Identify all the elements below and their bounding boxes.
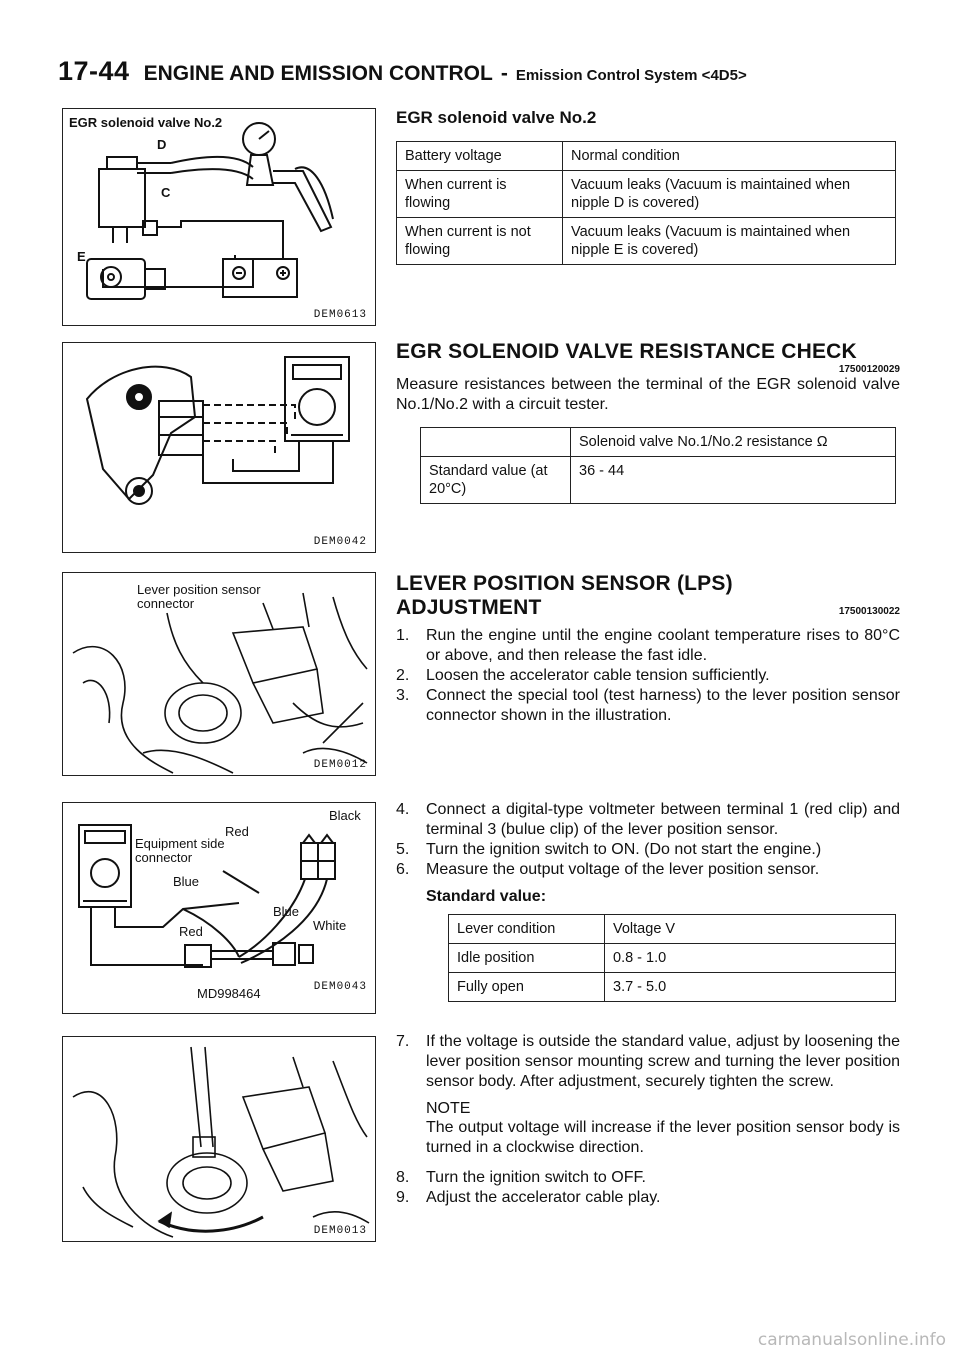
- figure-egr-valve-test: [62, 108, 376, 326]
- lps-adjustment-diagram: [63, 1037, 376, 1242]
- table-cell: When current is flowing: [397, 171, 563, 218]
- table-cell: Vacuum leaks (Vacuum is maintained when nipple E is covered): [563, 218, 896, 265]
- egr-valve-2-section: [396, 108, 900, 265]
- step-text: Turn the ignition switch to ON. (Do not start the engine.): [426, 841, 822, 858]
- watermark: carmanualsonline.info: [757, 1330, 946, 1350]
- step-text: Connect a digital-type voltmeter between terminal 1 (red clip) and terminal 3 (bulue clip) of the lever position sensor.: [426, 801, 900, 838]
- table-row: [397, 142, 896, 171]
- list-item: [396, 686, 900, 726]
- step-text: Connect the special tool (test harness) to the lever position sensor connector shown in the illustration.: [426, 687, 900, 724]
- tool-number-label: MD998464: [197, 986, 261, 1001]
- lps-step-7: [396, 1032, 900, 1092]
- resistance-check-diagram: [63, 343, 376, 553]
- egr-valve-2-heading: EGR solenoid valve No.2: [396, 108, 597, 127]
- table-cell: Normal condition: [563, 142, 896, 171]
- list-item: [396, 1032, 900, 1092]
- lps-adjust-section: [396, 1032, 900, 1208]
- page-header: [58, 56, 918, 96]
- step-text: Run the engine until the engine coolant temperature rises to 80°C or above, and then release the fast idle.: [426, 627, 900, 664]
- lps-steps-4-6: [396, 800, 900, 880]
- figure-resistance-check: [62, 342, 376, 553]
- table-cell: Fully open: [449, 973, 605, 1002]
- egr-valve-diagram: [63, 109, 376, 326]
- voltage-table: [448, 914, 896, 1002]
- figure-lps-connector: [62, 572, 376, 776]
- wire-red-label: Red: [225, 824, 249, 839]
- table-row: [421, 457, 896, 504]
- resistance-check-text: Measure resistances between the terminal of the EGR solenoid valve No.1/No.2 with a circuit tester.: [396, 376, 900, 413]
- table-row: [397, 218, 896, 265]
- title-separator: -: [500, 62, 508, 85]
- table-cell: 36 - 44: [571, 457, 896, 504]
- resistance-table: [420, 427, 896, 504]
- figure-code: DEM0043: [313, 981, 367, 993]
- standard-value-label: Standard value:: [426, 888, 547, 905]
- figure-lps-adjustment: [62, 1036, 376, 1242]
- label-nipple-c: C: [161, 185, 171, 200]
- page-title: ENGINE AND EMISSION CONTROL: [143, 62, 493, 85]
- wire-black-label: Black: [329, 808, 361, 823]
- wire-red-label-2: Red: [179, 924, 203, 939]
- list-item: [396, 1168, 900, 1188]
- step-text: If the voltage is outside the standard value, adjust by loosening the lever position sensor mounting screw and turning the lever position sensor body. After adjustment, securely tighten the screw.: [426, 1033, 900, 1090]
- step-text: Measure the output voltage of the lever position sensor.: [426, 861, 820, 878]
- step-number: 7.: [396, 1033, 410, 1050]
- list-item: [396, 800, 900, 840]
- figure-code: DEM0013: [313, 1225, 367, 1237]
- table-cell: Battery voltage: [397, 142, 563, 171]
- step-text: Loosen the accelerator cable tension sufficiently.: [426, 667, 770, 684]
- lps-steps-8-9: [396, 1168, 900, 1208]
- list-item: [396, 1188, 900, 1208]
- lps-voltage-section: [396, 800, 900, 1002]
- note-text: The output voltage will increase if the lever position sensor body is turned in a clockwise direction.: [426, 1119, 900, 1156]
- page-number: 17-44: [58, 56, 130, 86]
- step-text: Turn the ignition switch to OFF.: [426, 1169, 646, 1186]
- egr-valve-2-table: [396, 141, 896, 265]
- step-number: 4.: [396, 801, 410, 818]
- lps-section: [396, 572, 900, 726]
- table-cell: 3.7 - 5.0: [605, 973, 896, 1002]
- table-cell: When current is not flowing: [397, 218, 563, 265]
- lps-connector-label: Lever position sensor connector: [137, 582, 261, 611]
- wire-white-label: White: [313, 918, 347, 933]
- note-heading: NOTE: [426, 1100, 471, 1117]
- step-number: 3.: [396, 687, 410, 704]
- lps-heading-line1: LEVER POSITION SENSOR (LPS): [396, 572, 733, 595]
- table-cell: Idle position: [449, 944, 605, 973]
- table-row: [421, 428, 896, 457]
- lps-section-id: 17500130022: [838, 606, 900, 617]
- table-cell-empty: [421, 428, 571, 457]
- step-number: 6.: [396, 861, 410, 878]
- table-row: [449, 973, 896, 1002]
- table-header-cell: Voltage V: [605, 915, 896, 944]
- table-header-cell: Solenoid valve No.1/No.2 resistance Ω: [571, 428, 896, 457]
- step-number: 9.: [396, 1189, 410, 1206]
- equipment-side-label: Equipment side connector: [135, 836, 225, 865]
- step-number: 1.: [396, 627, 410, 644]
- label-nipple-d: D: [157, 137, 167, 152]
- label-nipple-e: E: [77, 249, 86, 264]
- table-cell: 0.8 - 1.0: [605, 944, 896, 973]
- table-header-cell: Lever condition: [449, 915, 605, 944]
- list-item: [396, 860, 900, 880]
- wire-blue-label-2: Blue: [273, 904, 300, 919]
- list-item: [396, 626, 900, 666]
- step-text: Adjust the accelerator cable play.: [426, 1189, 661, 1206]
- figure-code: DEM0042: [313, 536, 367, 548]
- resistance-check-heading: EGR SOLENOID VALVE RESISTANCE CHECK: [396, 340, 857, 363]
- page-subtitle: Emission Control System <4D5>: [515, 67, 747, 84]
- figure-code: DEM0613: [313, 309, 367, 321]
- step-number: 2.: [396, 667, 410, 684]
- resistance-check-section: [396, 340, 900, 504]
- wire-blue-label: Blue: [173, 874, 200, 889]
- list-item: [396, 840, 900, 860]
- list-item: [396, 666, 900, 686]
- step-number: 5.: [396, 841, 410, 858]
- figure-code: DEM0012: [313, 759, 367, 771]
- table-row: [449, 915, 896, 944]
- resistance-check-id: 17500120029: [838, 364, 900, 375]
- figure-lps-voltage-test: [62, 802, 376, 1014]
- table-row: [397, 171, 896, 218]
- lps-heading-line2: ADJUSTMENT: [396, 596, 542, 619]
- lps-steps-1-3: [396, 626, 900, 726]
- step-number: 8.: [396, 1169, 410, 1186]
- table-cell: Standard value (at 20°C): [421, 457, 571, 504]
- table-row: [449, 944, 896, 973]
- table-cell: Vacuum leaks (Vacuum is maintained when nipple D is covered): [563, 171, 896, 218]
- figure-title: EGR solenoid valve No.2: [69, 115, 223, 130]
